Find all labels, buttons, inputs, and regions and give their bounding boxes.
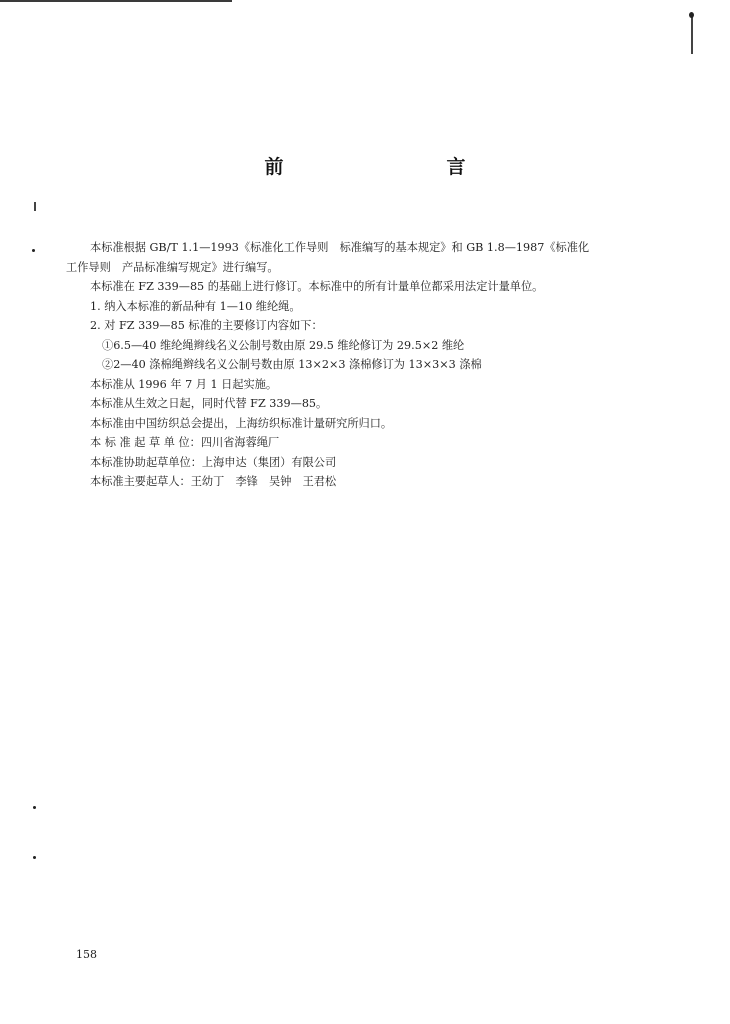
right-margin-mark <box>691 14 693 54</box>
paragraph: ①6.5—40 维纶绳辫线名义公制号数由原 29.5 维纶修订为 29.5×2 维纶 <box>102 338 465 352</box>
right-margin-dot <box>689 12 694 18</box>
scan-speck <box>33 806 36 809</box>
document-body <box>66 238 650 492</box>
paragraph: 本标准协助起草单位：上海申达（集团）有限公司 <box>90 455 337 469</box>
paragraph: 工作导则 产品标准编写规定》进行编写。 <box>66 260 279 274</box>
paragraph: 2. 对 FZ 339—85 标准的主要修订内容如下： <box>90 319 323 332</box>
page-number: 158 <box>76 948 97 961</box>
left-margin-mark <box>34 202 36 211</box>
paragraph: 本标准根据 GB/T 1.1—1993《标准化工作导则 标准编写的基本规定》和 GB 1.8—1987《标准化 <box>90 241 590 254</box>
paragraph: 本 标 准 起 草 单 位：四川省海蓉绳厂 <box>90 436 280 449</box>
page-title: 前 言 <box>264 156 538 178</box>
paragraph: 本标准从 1996 年 7 月 1 日起实施。 <box>90 377 278 391</box>
paragraph: 本标准由中国纺织总会提出，上海纺织标准计量研究所归口。 <box>90 416 393 430</box>
paragraph: 本标准从生效之日起，同时代替 FZ 339—85。 <box>90 397 328 410</box>
paragraph: 本标准在 FZ 339—85 的基础上进行修订。本标准中的所有计量单位都采用法定计量单位。 <box>90 280 544 293</box>
scan-speck <box>32 249 35 252</box>
scan-speck <box>33 856 36 859</box>
scan-top-rule <box>0 0 232 2</box>
paragraph: 本标准主要起草人：王幼丁 李锋 吴钟 王君松 <box>90 475 337 488</box>
paragraph: 1. 纳入本标准的新品种有 1—10 维纶绳。 <box>90 299 301 313</box>
paragraph: ②2—40 涤棉绳辫线名义公制号数由原 13×2×3 涤棉修订为 13×3×3 涤棉 <box>102 358 482 371</box>
